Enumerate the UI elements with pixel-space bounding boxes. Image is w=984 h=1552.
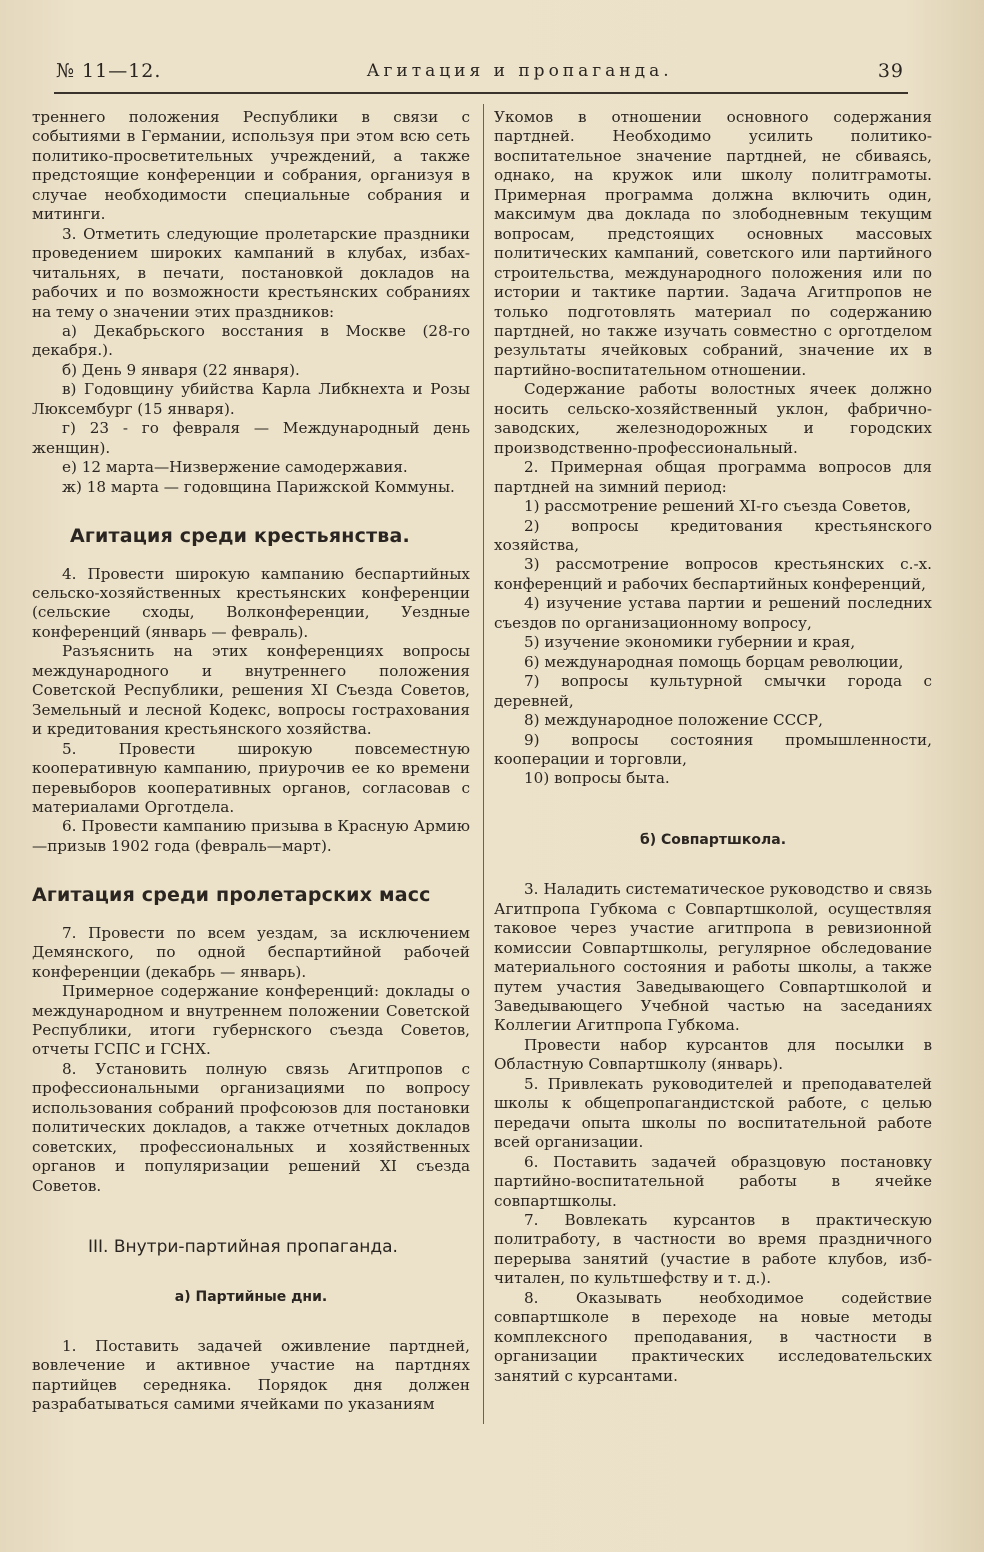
journal-title: Агитация и пропаганда. xyxy=(366,61,673,81)
subsection-heading: б) Совпартшкола. xyxy=(639,831,787,848)
list-item: 4) изучение устава партии и решений последних съездов по организационному вопросу, xyxy=(494,594,932,632)
paragraph: 7. Провести по всем уездам, за исключением Демянского, по одной беспартийной рабочей конференции (декабрь — январь). xyxy=(32,923,470,981)
paragraph: 4. Провести широкую кампанию беспартийных сельско-хозяйственных крестьянских конференции (сельские сходы, Волконференции, Уездные конференций (январь — февраль). xyxy=(32,564,470,641)
paragraph: 6. Провести кампанию призыва в Красную Армию—призыв 1902 года (февраль—март). xyxy=(32,817,470,855)
paragraph: треннего положения Республики в связи с событиями в Германии, используя при этом всю сеть политико-просветительных учреждений, а также предстоящие конференции и собрания, организуя в случае необходимости специальные собрания и митинги. xyxy=(32,108,470,224)
paragraph: 3. Наладить систематическое руководство и связь Агитпропа Губкома с Совпартшколой, осуществляя таковое через участие агитпропа в ревизионной комиссии Совпартшколы, регулярное обследование материального состояния и работы школы, а также путем участия Заведывающего Совпартшколой и Заведывающего Учебной частью на заседаниях Коллегии Агитпропа Губкома. xyxy=(494,880,932,1035)
paragraph: 3. Отметить следующие пролетарские праздники проведением широких кампаний в клубах, избах-читальнях, в печати, постановкой докладов на рабочих и по возможности крестьянских собраниях на тему о значении этих праздников: xyxy=(32,224,470,321)
paragraph: 5. Провести широкую повсеместную кооперативную кампанию, приурочив ее ко времени перевыборов кооперативных органов, согласовав с материалами Орготдела. xyxy=(32,739,470,816)
header-rule xyxy=(54,92,908,94)
list-item: 5) изучение экономики губернии и края, xyxy=(524,633,856,652)
subsection-heading: а) Партийные дни. xyxy=(174,1288,328,1305)
section-heading: Агитация среди пролетарских масс xyxy=(32,884,431,907)
paragraph: 8. Установить полную связь Агитпропов с профессиональными организациями по вопросу использования собраний профсоюзов для постановки политических докладов, а также отчетных докладов советских, профессиональных и хозяйственных органов и популяризации решений XI съезда Советов. xyxy=(32,1059,470,1195)
part-heading: III. Внутри-партийная пропаганда. xyxy=(88,1237,398,1258)
issue-number: № 11—12. xyxy=(56,60,162,82)
list-item: 8) международное положение СССР, xyxy=(524,711,823,730)
list-item: г) 23 - го февраля — Международный день женщин). xyxy=(32,419,470,457)
list-item: 10) вопросы быта. xyxy=(524,769,670,788)
paragraph: 7. Вовлекать курсантов в практическую политработу, в частности во время праздничного перерыва занятий (участие в работе клубов, изб-читален, по культшефству и т. д.). xyxy=(494,1211,932,1288)
list-item: в) Годовщину убийства Карла Либкнехта и Розы Люксембург (15 января). xyxy=(32,380,470,418)
paragraph: 5. Привлекать руководителей и преподавателей школы к общепропагандистской работе, с целью передачи опыта школы по воспитательной работе всей организации. xyxy=(494,1074,932,1152)
list-item: 2) вопросы кредитования крестьянского хозяйства, xyxy=(494,516,932,554)
section-heading: Агитация среди крестьянства. xyxy=(70,525,410,548)
list-item: 7) вопросы культурной смычки города с деревней, xyxy=(494,672,932,710)
paragraph: Укомов в отношении основного содержания партдней. Необходимо усилить политико-воспитательное значение партдней, не сбиваясь, однако, на кружок или школу политграмоты. Примерная программа должна включить один, максимум два доклада по злободневным текущим вопросам, предстоящих основных массовых политических кампаний, советского или партийного строительства, международного положения или по истории и тактике партии. Задача Агитпропов не только подготовлять материал по содержанию партдней, но также изучать совместно с орготделом результаты ячейковых собраний, значение их в партийно-воспитательном отношении. xyxy=(494,108,932,379)
paragraph: 8. Оказывать необходимое содействие совпартшколе в переходе на новые методы комплексного преподавания, в частности в организации практических исследовательских занятий с курсантами. xyxy=(494,1288,932,1385)
paragraph: 1. Поставить задачей оживление партдней, вовлечение и активное участие на партднях партийцев середняка. Порядок дня должен разрабатываться самими ячейками по указаниям xyxy=(32,1337,470,1414)
list-item: ж) 18 марта — годовщина Парижской Коммуны. xyxy=(62,477,455,496)
paragraph: 2. Примерная общая программа вопросов для партдней на зимний период: xyxy=(494,458,932,496)
column-divider xyxy=(483,104,484,1424)
running-header xyxy=(56,56,904,86)
left-column xyxy=(32,108,470,1415)
paragraph: Примерное содержание конференций: доклады о международном и внутреннем положении Советской Республики, итоги губернского съезда Советов, отчеты ГСПС и ГСНХ. xyxy=(32,982,470,1059)
page-number: 39 xyxy=(877,60,904,82)
list-item: 9) вопросы состояния промышленности, кооперации и торговли, xyxy=(494,730,932,768)
paragraph: 6. Поставить задачей образцовую постановку партийно-воспитательной работы в ячейке совпартшколы. xyxy=(494,1152,932,1210)
list-item: а) Декабрьского восстания в Москве (28-го декабря.). xyxy=(32,321,470,360)
paragraph: Разъяснить на этих конференциях вопросы международного и внутреннего положения Советской Республики, решения XI Съезда Советов, Земельный и лесной Кодекс, вопросы гострахования и кредитования крестьянского хозяйства. xyxy=(32,642,470,739)
list-item: 6) международная помощь борцам революции, xyxy=(524,652,904,671)
paragraph: Содержание работы волостных ячеек должно носить сельско-хозяйственный уклон, фабрично-заводских, железнодорожных и городских производственно-профессиональный. xyxy=(494,380,932,457)
right-column xyxy=(494,108,932,1386)
list-item: 1) рассмотрение решений XI-го съезда Советов, xyxy=(524,497,912,516)
list-item: 3) рассмотрение вопросов крестьянских с.-х. конференций и рабочих беспартийных конференций, xyxy=(494,555,932,593)
list-item: е) 12 марта—Низвержение самодержавия. xyxy=(62,458,408,477)
list-item: б) День 9 января (22 января). xyxy=(62,360,300,379)
paragraph: Провести набор курсантов для посылки в Областную Совпартшколу (январь). xyxy=(494,1035,932,1074)
